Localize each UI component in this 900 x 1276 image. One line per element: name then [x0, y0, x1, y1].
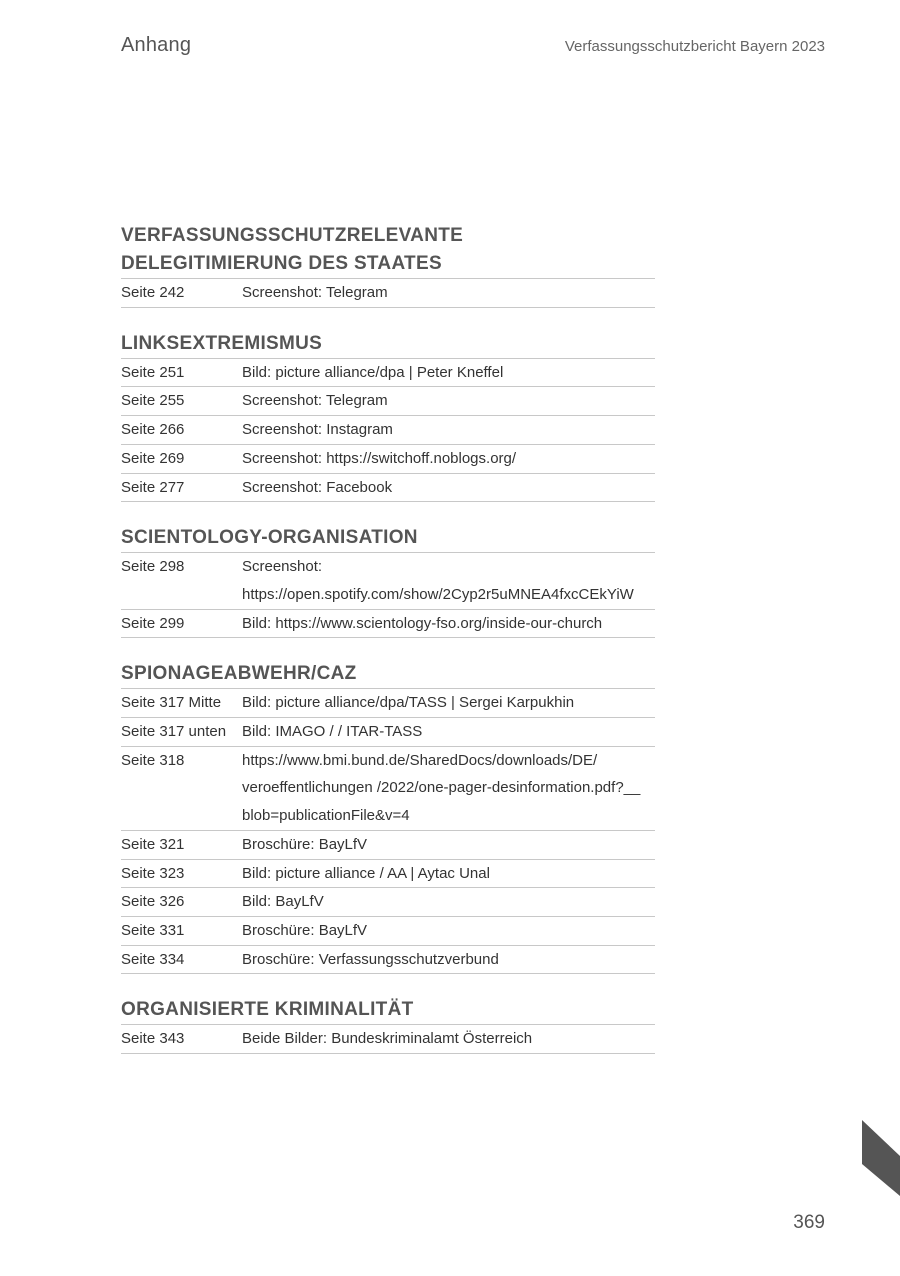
image-source: [242, 553, 655, 608]
page-reference: Seite 317 unten: [121, 723, 227, 741]
page-reference: Seite 334: [121, 950, 185, 968]
credit-row: [121, 610, 655, 639]
section-heading-line: ORGANISIERTE KRIMINALITÄT: [121, 999, 414, 1021]
credit-row: [121, 359, 655, 388]
credit-row: [121, 1025, 655, 1054]
image-source: [242, 387, 655, 415]
page-reference: Seite 331: [121, 921, 185, 939]
page-reference: Seite 251: [121, 363, 185, 381]
credit-row: [121, 860, 655, 889]
section-heading-line: VERFASSUNGSSCHUTZRELEVANTE: [121, 225, 464, 246]
section-heading: [121, 660, 655, 689]
section-heading-line: DELEGITIMIERUNG DES STAATES: [121, 253, 442, 274]
image-source: [242, 747, 655, 830]
image-source-line: Bild: IMAGO / / ITAR-TASS: [242, 723, 423, 741]
page-reference: Seite 266: [121, 421, 185, 439]
credit-row: [121, 718, 655, 747]
page-reference: Seite 317 Mitte: [121, 694, 222, 712]
section-heading: [121, 996, 655, 1025]
image-source: [242, 860, 655, 888]
credit-row: [121, 917, 655, 946]
page-reference: Seite 299: [121, 614, 185, 632]
credits-section: [121, 524, 655, 638]
image-source-line: Screenshot: Facebook: [242, 478, 393, 496]
page-reference: Seite 269: [121, 449, 185, 467]
image-source: [242, 1025, 655, 1053]
page-reference: Seite 298: [121, 558, 185, 576]
image-source: [242, 917, 655, 945]
credits-section: [121, 330, 655, 503]
image-source: [242, 610, 655, 638]
page-reference: Seite 323: [121, 864, 185, 882]
image-source-line: https://open.spotify.com/show/2Cyp2r5uMNEA4fxcCEkYiW: [242, 585, 634, 603]
image-source-line: Screenshot: Instagram: [242, 421, 393, 439]
credit-row: [121, 888, 655, 917]
credit-row: [121, 387, 655, 416]
image-source-line: Broschüre: Verfassungsschutzverbund: [242, 950, 499, 968]
page-reference: Seite 326: [121, 893, 185, 911]
credits-section: [121, 222, 655, 308]
image-source-line: Screenshot:: [242, 558, 323, 576]
section-heading-line: LINKSEXTREMISMUS: [121, 332, 323, 354]
image-source-line: https://www.bmi.bund.de/SharedDocs/downloads/DE/: [242, 751, 598, 769]
credit-row: [121, 831, 655, 860]
image-source-line: blob=publicationFile&v=4: [242, 807, 410, 825]
credit-row: [121, 946, 655, 975]
image-source-line: Bild: picture alliance / AA | Aytac Unal: [242, 864, 490, 882]
chapter-title: Anhang: [121, 34, 192, 56]
image-source-line: Bild: picture alliance/dpa/TASS | Sergei Karpukhin: [242, 694, 575, 712]
page-reference: Seite 321: [121, 835, 185, 853]
publication-title: Verfassungsschutzbericht Bayern 2023: [564, 38, 825, 55]
credit-row: [121, 553, 655, 609]
image-source: [242, 279, 655, 307]
image-source-line: Broschüre: BayLfV: [242, 835, 368, 853]
image-source-line: Bild: https://www.scientology-fso.org/inside-our-church: [242, 614, 603, 632]
credit-row: [121, 747, 655, 831]
page-tab-marker: [862, 1120, 900, 1196]
image-source: [242, 416, 655, 444]
image-source-line: Bild: BayLfV: [242, 893, 324, 911]
page-reference: Seite 343: [121, 1030, 185, 1048]
image-source: [242, 445, 655, 473]
section-heading: [121, 524, 655, 553]
page-reference: Seite 318: [121, 751, 185, 769]
credits-section: [121, 660, 655, 974]
section-heading-line: SCIENTOLOGY-ORGANISATION: [121, 527, 418, 549]
credit-row: [121, 416, 655, 445]
image-source: [242, 718, 655, 746]
image-source: [242, 831, 655, 859]
image-source: [242, 689, 655, 717]
credit-row: [121, 445, 655, 474]
credits-section: [121, 996, 655, 1054]
section-heading: [121, 330, 655, 359]
image-source-line: Screenshot: https://switchoff.noblogs.org/: [242, 449, 517, 467]
image-credits-list: [121, 222, 655, 1076]
page-reference: Seite 255: [121, 392, 185, 410]
section-heading-line: SPIONAGEABWEHR/CAZ: [121, 663, 357, 685]
image-source-line: Screenshot: Telegram: [242, 392, 388, 410]
page-reference: Seite 242: [121, 284, 185, 301]
credit-row: [121, 279, 655, 308]
image-source-line: veroeffentlichungen /2022/one-pager-desinformation.pdf?__: [242, 779, 641, 797]
image-source: [242, 888, 655, 916]
credit-row: [121, 689, 655, 718]
page-reference: Seite 277: [121, 478, 185, 496]
page-number: 369: [793, 1212, 825, 1233]
image-source: [242, 474, 655, 502]
section-heading: [121, 222, 655, 279]
credit-row: [121, 474, 655, 503]
image-source-line: Bild: picture alliance/dpa | Peter Kneffel: [242, 363, 504, 381]
image-source: [242, 946, 655, 974]
image-source: [242, 359, 655, 387]
image-source-line: Beide Bilder: Bundeskriminalamt Österreich: [242, 1030, 533, 1048]
image-source-line: Broschüre: BayLfV: [242, 921, 368, 939]
image-source-line: Screenshot: Telegram: [242, 284, 388, 301]
